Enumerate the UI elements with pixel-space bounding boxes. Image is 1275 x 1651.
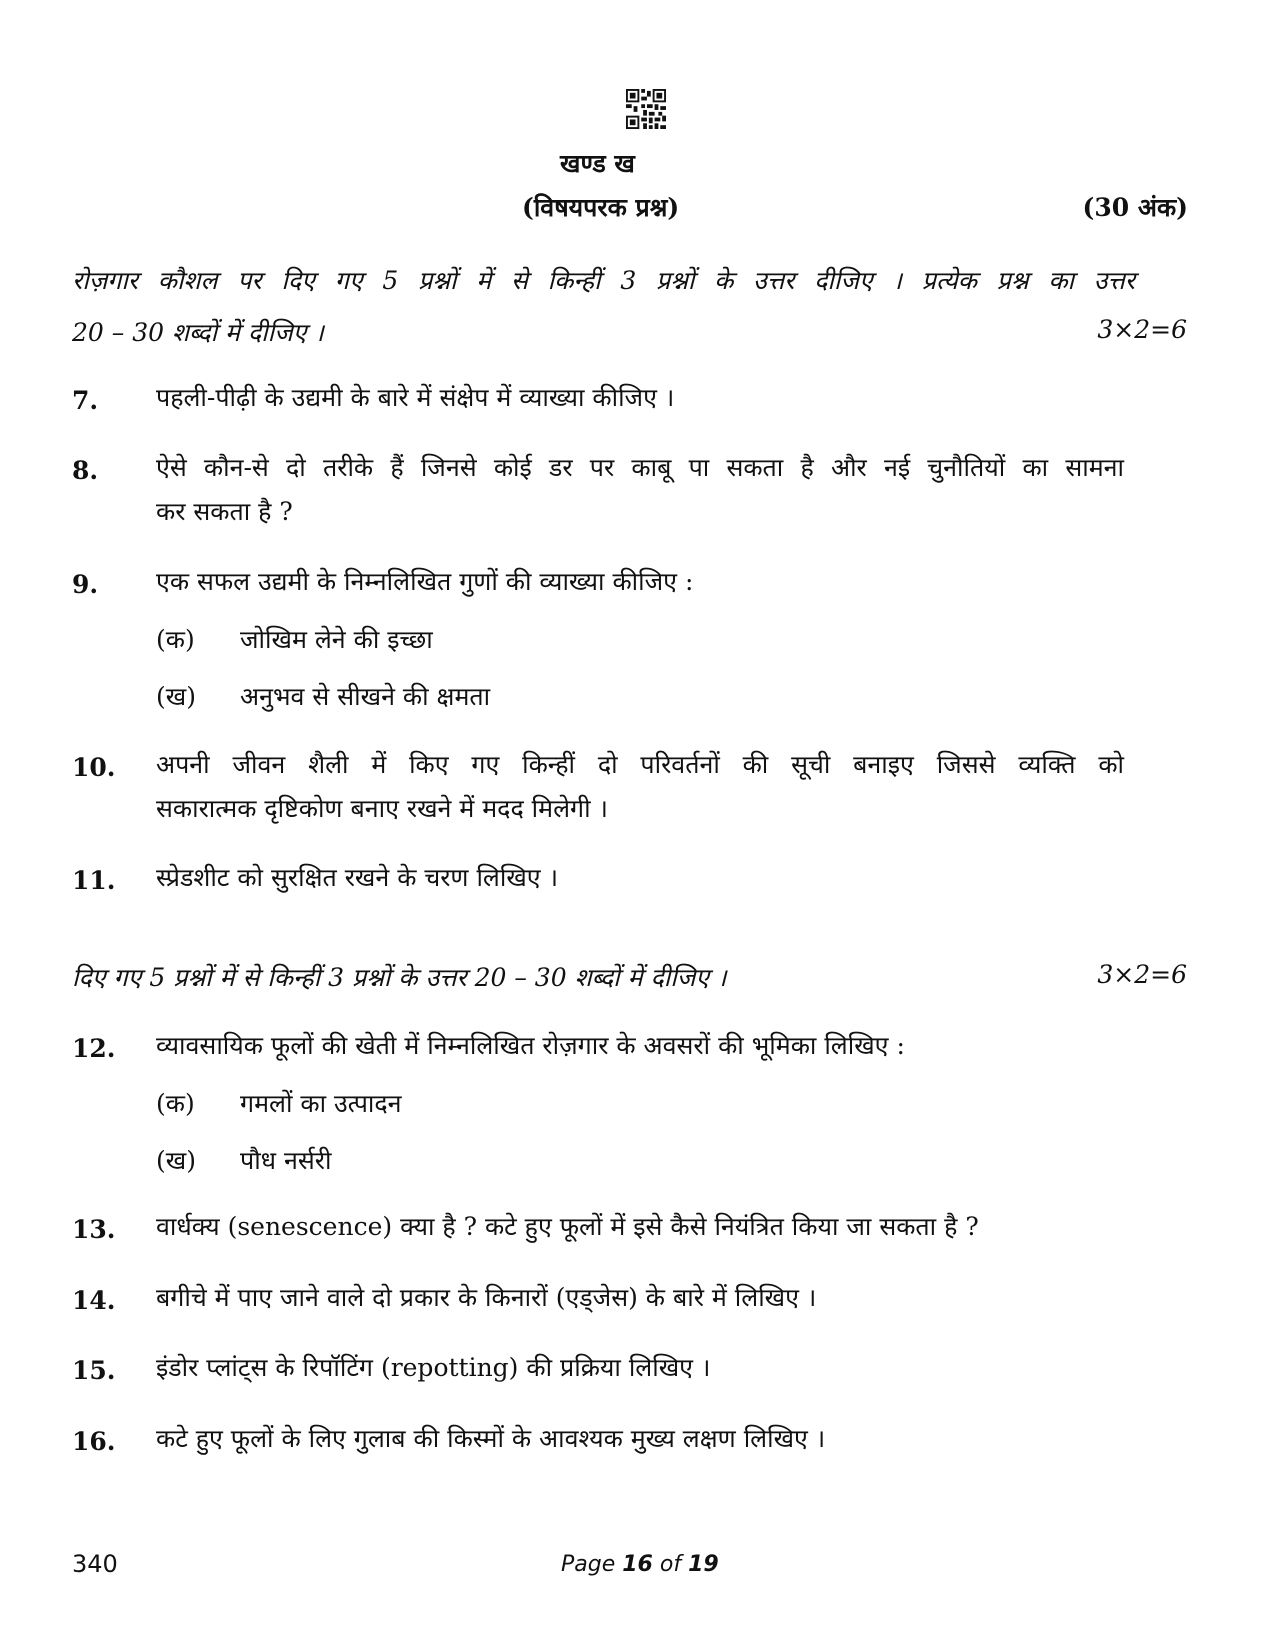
instruction-1-marks: 3×2=6 <box>1097 315 1187 344</box>
question-11-text: स्प्रेडशीट को सुरक्षित रखने के चरण लिखिए । <box>156 863 559 892</box>
instruction-2-marks: 3×2=6 <box>1097 960 1187 989</box>
question-8-line-2: कर सकता है ? <box>156 497 293 526</box>
question-9-text: एक सफल उद्यमी के निम्नलिखित गुणों की व्याख्या कीजिए : <box>156 567 694 596</box>
question-11-number: 11. <box>72 866 116 895</box>
question-8-text <box>156 446 1124 534</box>
section-title: खण्ड ख <box>560 149 635 178</box>
subject-code: 340 <box>72 1550 118 1578</box>
instruction-1-line-1: रोज़गार कौशल पर दिए गए 5 प्रश्नों में से किन्हीं 3 प्रश्नों के उत्तर दीजिए । प्रत्येक प्रश्न का उत्तर <box>72 266 1135 295</box>
question-16-number: 16. <box>72 1427 116 1456</box>
question-12-sub-b-label: (ख) <box>156 1146 196 1175</box>
page-of: of <box>659 1552 682 1577</box>
question-12-number: 12. <box>72 1034 116 1063</box>
question-7-text: पहली-पीढ़ी के उद्यमी के बारे में संक्षेप में व्याख्या कीजिए । <box>156 383 675 412</box>
question-8-number: 8. <box>72 456 99 485</box>
question-12-sub-a-label: (क) <box>156 1089 195 1118</box>
question-7-number: 7. <box>72 386 99 415</box>
instruction-1-line-2: 20 – 30 शब्दों में दीजिए । <box>72 318 324 347</box>
instruction-2-text: दिए गए 5 प्रश्नों में से किन्हीं 3 प्रश्नों के उत्तर 20 – 30 शब्दों में दीजिए । <box>72 963 727 992</box>
question-12-text: व्यावसायिक फूलों की खेती में निम्नलिखित रोज़गार के अवसरों की भूमिका लिखिए : <box>156 1031 905 1060</box>
question-14-text: बगीचे में पाए जाने वाले दो प्रकार के किनारों (एड्जेस) के बारे में लिखिए । <box>156 1283 817 1312</box>
question-15-text: इंडोर प्लांट्स के रिपॉटिंग (repotting) की प्रक्रिया लिखिए । <box>156 1353 711 1382</box>
page-prefix: Page <box>561 1552 616 1577</box>
question-16-text: कटे हुए फूलों के लिए गुलाब की किस्मों के आवश्यक मुख्य लक्षण लिखिए । <box>156 1424 826 1453</box>
page-total: 19 <box>688 1552 719 1577</box>
section-marks: (30 अंक) <box>1082 193 1188 222</box>
question-9-number: 9. <box>72 570 99 599</box>
question-9-sub-a-label: (क) <box>156 625 195 654</box>
question-8-line-1: ऐसे कौन-से दो तरीके हैं जिनसे कोई डर पर काबू पा सकता है और नई चुनौतियों का सामना <box>156 453 1124 482</box>
question-10-line-1: अपनी जीवन शैली में किए गए किन्हीं दो परिवर्तनों की सूची बनाइए जिससे व्यक्ति को <box>156 750 1124 779</box>
question-12-sub-a-text: गमलों का उत्पादन <box>240 1089 402 1118</box>
question-10-text <box>156 743 1124 831</box>
section-subtitle: (विषयपरक प्रश्न) <box>522 193 680 222</box>
page-indicator <box>561 1552 719 1577</box>
question-9-sub-b-label: (ख) <box>156 682 196 711</box>
question-15-number: 15. <box>72 1356 116 1385</box>
question-10-line-2: सकारात्मक दृष्टिकोण बनाए रखने में मदद मिलेगी । <box>156 794 609 823</box>
question-9-sub-a-text: जोखिम लेने की इच्छा <box>240 625 433 654</box>
question-14-number: 14. <box>72 1286 116 1315</box>
question-10-number: 10. <box>72 753 116 782</box>
question-9-sub-b-text: अनुभव से सीखने की क्षमता <box>240 682 491 711</box>
question-13-number: 13. <box>72 1215 116 1244</box>
page-current: 16 <box>622 1552 653 1577</box>
qr-code-icon <box>626 89 666 129</box>
question-12-sub-b-text: पौध नर्सरी <box>240 1146 332 1175</box>
question-13-text: वार्धक्य (senescence) क्या है ? कटे हुए फूलों में इसे कैसे नियंत्रित किया जा सकता है ? <box>156 1212 979 1241</box>
